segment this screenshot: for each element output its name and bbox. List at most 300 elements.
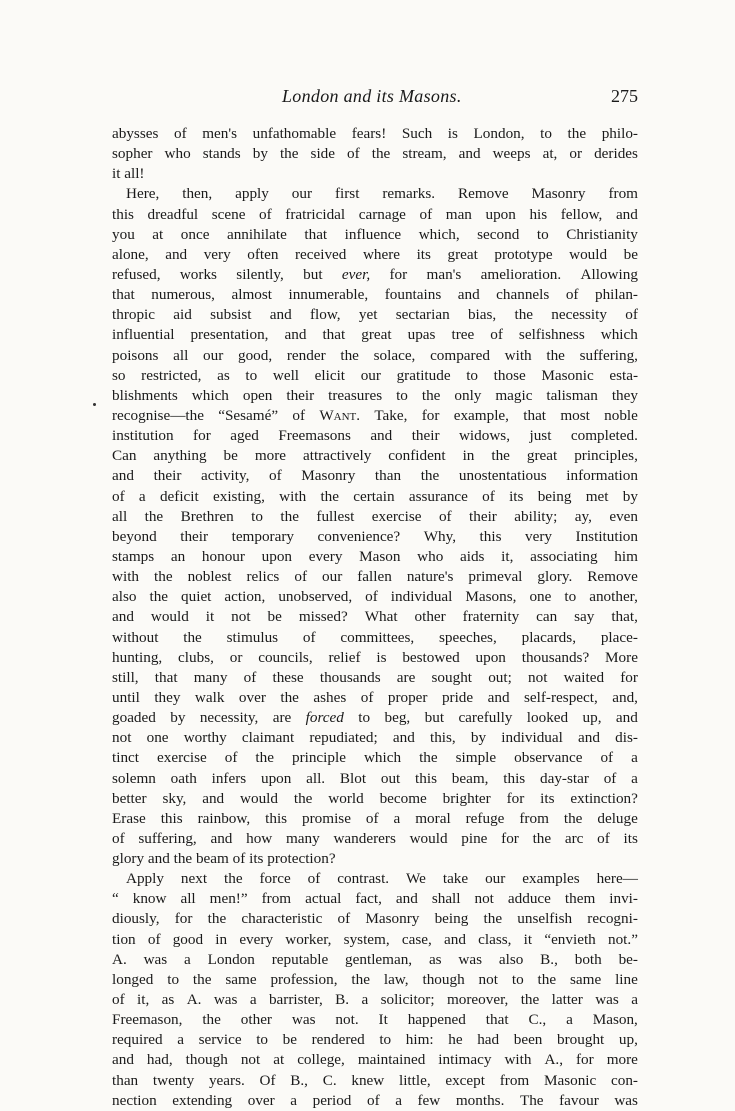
word: these [272, 668, 304, 686]
word: the [224, 870, 243, 888]
word: numerous, [151, 286, 215, 304]
text-line [112, 265, 638, 285]
word: individual [501, 729, 563, 747]
word: all. [306, 769, 326, 787]
word: promise [302, 809, 351, 827]
word: associating [530, 547, 598, 565]
word: which [600, 326, 638, 344]
word: Remove [457, 185, 509, 203]
word: of [603, 769, 617, 787]
word: silently, [236, 265, 284, 283]
word: alone, [112, 245, 149, 263]
word: just [529, 427, 552, 445]
word: this [112, 205, 134, 223]
word: Masonic [543, 1071, 597, 1089]
word: of [565, 286, 579, 304]
text-line [112, 809, 638, 829]
word: a [631, 749, 638, 767]
word: not [112, 729, 132, 747]
word: at [152, 225, 164, 243]
word: the [293, 789, 313, 807]
text-line [112, 285, 638, 305]
word: out [380, 769, 401, 787]
word: upon [260, 769, 292, 787]
word: worker, [285, 930, 332, 948]
word: happened [407, 1011, 466, 1029]
word: maintained [357, 1051, 426, 1069]
word: annihilate [226, 225, 287, 243]
word: not [240, 1051, 261, 1069]
word: barrister, [268, 991, 323, 1009]
word: him: [405, 1031, 434, 1049]
word: great [447, 245, 478, 263]
word: same [569, 970, 602, 988]
word: even [609, 507, 638, 525]
word: better [112, 789, 147, 807]
text-line [112, 547, 638, 567]
word: one [146, 729, 169, 747]
word: solemn [112, 769, 156, 787]
word: remarks. [382, 185, 436, 203]
word: fears! [351, 125, 387, 142]
word: then, [182, 185, 213, 203]
text-line [112, 789, 638, 809]
word: example, [453, 406, 509, 424]
word: also [498, 950, 524, 968]
word: its [540, 789, 555, 807]
word: refuge [465, 809, 505, 827]
word: ay, [574, 507, 592, 525]
word: our [322, 568, 343, 586]
text-line [112, 628, 638, 648]
word: Masonry [365, 910, 420, 928]
text-line [112, 346, 638, 366]
word: scene [211, 205, 246, 223]
word: that [322, 326, 346, 344]
word: other [414, 608, 446, 626]
word: not [478, 970, 498, 988]
word: them [564, 890, 596, 908]
word: London, [473, 125, 525, 142]
word: B., [290, 1071, 308, 1089]
word: another, [589, 588, 638, 606]
word: of [302, 628, 316, 646]
word: Freemasons [278, 427, 351, 445]
word: sought [431, 668, 473, 686]
word: it [205, 608, 215, 626]
word: to [564, 588, 577, 606]
word: from [519, 809, 549, 827]
word: to [379, 1031, 392, 1049]
word: temporary [231, 527, 295, 545]
word: the [419, 749, 438, 767]
word: restricted, [141, 366, 202, 384]
word: a [566, 1011, 573, 1029]
word: tinct [112, 749, 139, 767]
word: and [210, 829, 233, 847]
word: its [249, 850, 264, 868]
word: A. [112, 950, 127, 968]
word: him [614, 547, 638, 565]
word: second [477, 225, 520, 243]
word: glory. [537, 568, 573, 586]
word: walk [194, 688, 225, 706]
word: beam [195, 850, 229, 868]
word: to [167, 970, 180, 988]
word: many [285, 829, 320, 847]
word: gratitude [396, 366, 451, 384]
word: Freemason, [112, 1011, 183, 1029]
word: had, [146, 1051, 173, 1069]
word: More [605, 648, 638, 666]
word: period [312, 1091, 352, 1109]
word: sopher [112, 145, 153, 163]
word: that [112, 286, 135, 304]
word: of [224, 749, 238, 767]
word: the [173, 850, 193, 868]
word: poisons [112, 346, 159, 364]
word: derides [594, 145, 638, 163]
word: a [184, 950, 191, 968]
word: observance [514, 749, 583, 767]
word: though [185, 1051, 228, 1069]
word: the [255, 749, 274, 767]
word: con- [610, 1071, 638, 1089]
word: innumerable, [288, 286, 369, 304]
text-line [112, 487, 638, 507]
word: same [225, 970, 257, 988]
word: would [409, 829, 448, 847]
text-line [112, 205, 638, 225]
word: the [149, 588, 169, 606]
word: B. [335, 991, 350, 1009]
word: of [112, 829, 125, 847]
word: assurance [408, 487, 468, 505]
word: claimant [241, 729, 295, 747]
word: diously, [112, 910, 160, 928]
word: be [623, 245, 638, 263]
word: councils, [258, 648, 313, 666]
word: information [566, 467, 638, 485]
word: blishments [112, 386, 178, 404]
word: here— [596, 870, 638, 888]
word: hunting, [112, 648, 163, 666]
word: worthy [183, 729, 227, 747]
word: the [483, 910, 503, 928]
word: solicitor; [380, 991, 435, 1009]
word: nature's [406, 568, 454, 586]
word: relics [246, 568, 280, 586]
word: this [479, 527, 502, 545]
word: is [447, 125, 458, 142]
word: Remove [587, 568, 638, 586]
word: the [420, 467, 440, 485]
word: with [504, 1051, 532, 1069]
word: that [154, 668, 178, 686]
word: the [154, 568, 173, 586]
word: the [280, 688, 299, 706]
word: it, [137, 991, 150, 1009]
word: sky, [162, 789, 187, 807]
word: to [511, 970, 524, 988]
text-line [112, 970, 638, 990]
word: repudiated; [309, 729, 378, 747]
word: solace, [373, 346, 416, 364]
word: and [458, 145, 481, 163]
word: which [191, 386, 229, 404]
word: Can [112, 447, 137, 465]
word: without [112, 628, 159, 646]
word: not. [335, 1011, 359, 1029]
word: this, [429, 729, 456, 747]
word: open [242, 386, 273, 404]
word: our [291, 185, 313, 203]
word: this [503, 769, 526, 787]
word: would [240, 789, 278, 807]
word: fountains [384, 286, 442, 304]
word: unostentatious [458, 467, 547, 485]
word: for [575, 1051, 594, 1069]
word: of [365, 588, 378, 606]
word: be- [618, 950, 638, 968]
word: say [574, 608, 595, 626]
word: ever, [341, 265, 371, 283]
word: which, [418, 225, 460, 243]
word: clubs, [178, 648, 214, 666]
word: aged [230, 427, 259, 445]
word: the [340, 346, 359, 364]
word: the [491, 447, 510, 465]
word: brighter [442, 789, 491, 807]
word: in [215, 930, 228, 948]
word: of [269, 467, 282, 485]
word: and [487, 688, 510, 706]
word: the [563, 809, 583, 827]
word: good [172, 930, 204, 948]
word: was [458, 950, 483, 968]
word: invi- [609, 890, 638, 908]
word: still, [112, 668, 139, 686]
word: almost [231, 286, 272, 304]
word: often [247, 245, 279, 263]
word: once [180, 225, 210, 243]
word: noble [604, 406, 638, 424]
word: moreover, [446, 991, 509, 1009]
word: a [395, 1091, 402, 1109]
word: action, [224, 588, 266, 606]
word: where [362, 245, 401, 263]
word: Masonic [541, 366, 594, 384]
word: abysses [112, 125, 159, 142]
text-line [112, 366, 638, 386]
text-line [112, 708, 638, 728]
text-line [112, 688, 638, 708]
word: glory [112, 850, 145, 868]
word: it [523, 930, 533, 948]
word: though [422, 970, 465, 988]
word: first [334, 185, 360, 203]
word: speeches, [439, 628, 497, 646]
word: simple [455, 749, 497, 767]
word: upon [261, 547, 293, 565]
word: both [574, 950, 602, 968]
word: their [153, 467, 182, 485]
word: suffering, [579, 346, 638, 364]
word: render [286, 346, 326, 364]
word: ability; [514, 507, 558, 525]
word: and [112, 1051, 134, 1069]
word: extending [172, 1091, 233, 1109]
word: stamps [112, 547, 155, 565]
word: all! [124, 165, 145, 183]
word: twenty [152, 1071, 195, 1089]
word: be [282, 1031, 297, 1049]
word: confident [388, 447, 446, 465]
word: A. [186, 991, 202, 1009]
word: who [164, 145, 191, 163]
word: reputable [271, 950, 329, 968]
word: infers [211, 769, 247, 787]
text-line [112, 990, 638, 1010]
word: rendered [311, 1031, 365, 1049]
word: our [360, 366, 381, 384]
word: up, [582, 709, 602, 727]
word: for [193, 427, 211, 445]
text-line [112, 909, 638, 929]
text-line [112, 144, 638, 164]
word: It [378, 1011, 388, 1029]
word: Masonry [301, 467, 356, 485]
word: by [622, 487, 638, 505]
text-line [112, 466, 638, 486]
text-line [112, 124, 638, 144]
word: Here, [126, 185, 160, 203]
word: their [286, 386, 315, 404]
word: of [294, 568, 307, 586]
word: sectarian [395, 306, 450, 324]
word: deficit [159, 487, 199, 505]
word: stands [202, 145, 241, 163]
running-title: London and its Masons. [282, 86, 462, 106]
word: upas [407, 326, 436, 344]
word: certain [353, 487, 395, 505]
word: attractively [303, 447, 372, 465]
word: not [231, 608, 251, 626]
word: a [177, 1031, 184, 1049]
word: our [485, 870, 506, 888]
word: Take, [374, 406, 408, 424]
word: refused, [112, 265, 161, 283]
word: Mason, [592, 1011, 638, 1029]
word: man [445, 205, 472, 223]
word: flow, [309, 306, 341, 324]
word: examples [522, 870, 580, 888]
word: would [150, 608, 189, 626]
word: a [393, 809, 401, 827]
word: to [536, 225, 549, 243]
word: and [147, 850, 170, 868]
word: that [485, 1011, 509, 1029]
word: it [112, 165, 121, 183]
word: which [363, 749, 402, 767]
word: B., [540, 950, 558, 968]
text-line [112, 527, 638, 547]
word: line [615, 970, 638, 988]
word: with [112, 568, 140, 586]
word: unfathomable [252, 125, 337, 142]
word: necessity, [199, 709, 259, 727]
word: beam, [451, 769, 489, 787]
word: knew [351, 1071, 385, 1089]
word: of [625, 306, 638, 324]
word: the [202, 1011, 221, 1029]
word: and [202, 789, 225, 807]
word: only [454, 386, 482, 404]
word: pine [461, 829, 488, 847]
word: by [470, 729, 487, 747]
word: case, [401, 930, 432, 948]
word: recognise—the [112, 406, 204, 424]
word: protection? [267, 850, 336, 868]
word: the [520, 991, 540, 1009]
word: moral [415, 809, 451, 827]
word: men!” [209, 890, 248, 908]
word: by [170, 709, 186, 727]
word: was [213, 991, 238, 1009]
word: a [631, 769, 638, 787]
word: the [351, 970, 370, 988]
word: for [506, 789, 525, 807]
word: upon [475, 648, 506, 666]
word: all [180, 890, 196, 908]
word: suffering, [138, 829, 197, 847]
text-line [112, 386, 638, 406]
word: tree [451, 326, 475, 344]
word: brought [557, 1031, 605, 1049]
word: you [112, 225, 135, 243]
word: required [112, 1031, 163, 1049]
word: he [448, 1031, 463, 1049]
word: yet [358, 306, 378, 324]
word: also [112, 588, 137, 606]
word: widows, [458, 427, 511, 445]
word: Brethren [180, 507, 234, 525]
word: Erase [112, 809, 146, 827]
word: know [132, 890, 167, 908]
word: their [411, 427, 440, 445]
word: extinction? [570, 789, 638, 807]
word: years. [208, 1071, 245, 1089]
word: carefully [458, 709, 513, 727]
word: of [600, 749, 614, 767]
word: had [477, 1031, 500, 1049]
word: C. [322, 1071, 337, 1089]
word: esta- [609, 366, 638, 384]
word: “ [112, 890, 119, 908]
word: principles, [574, 447, 638, 465]
word: bias, [467, 306, 497, 324]
page-number: 275 [611, 86, 638, 106]
word: nection [112, 1091, 157, 1109]
word: be [267, 608, 282, 626]
word: fullest [316, 507, 355, 525]
word: relief [328, 648, 361, 666]
word: Why, [423, 527, 457, 545]
word: compared [430, 346, 490, 364]
word: unselfish [517, 910, 573, 928]
word: self-respect, [524, 688, 598, 706]
text-line [112, 325, 638, 345]
